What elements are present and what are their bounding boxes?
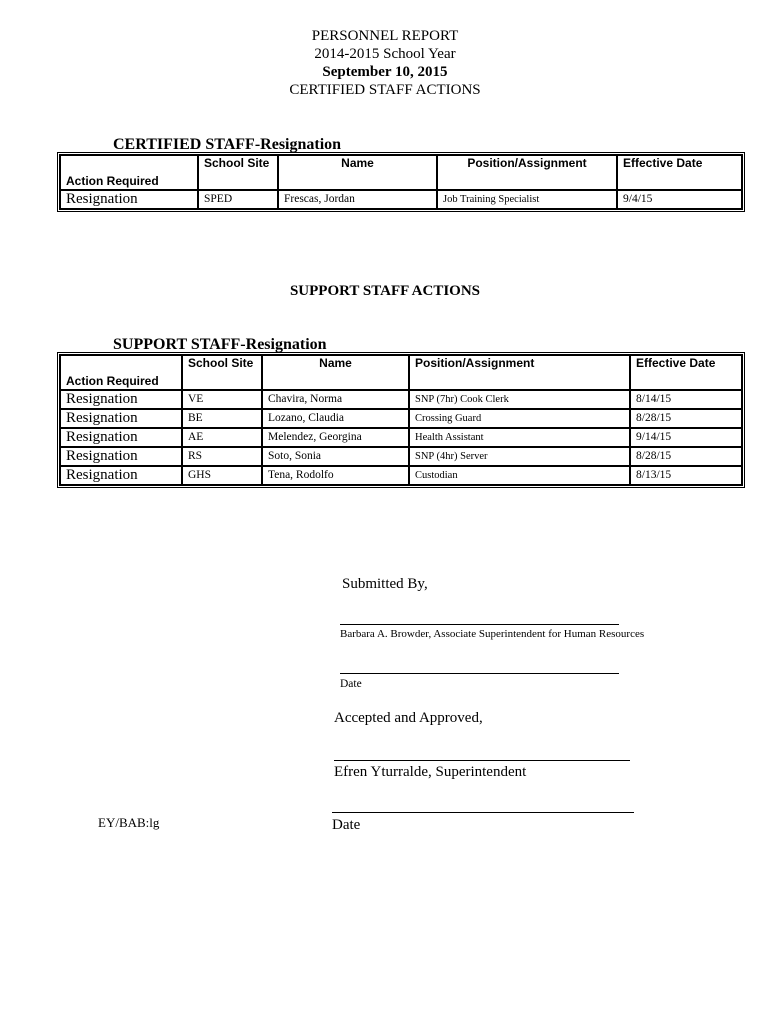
- certified-table: [57, 152, 745, 212]
- cell-action: Resignation: [60, 390, 182, 409]
- date-label-2: Date: [332, 817, 361, 833]
- cell-date: 9/14/15: [630, 428, 742, 447]
- cell-position: Custodian: [409, 466, 630, 485]
- cell-name: Lozano, Claudia: [262, 409, 409, 428]
- col-header-name: Name: [278, 155, 437, 190]
- col-header-position: Position/Assignment: [409, 355, 630, 390]
- table-header-row: [60, 355, 742, 390]
- cell-name: Melendez, Georgina: [262, 428, 409, 447]
- support-table: [57, 352, 745, 488]
- col-header-action: Action Required: [60, 355, 182, 390]
- cell-action: Resignation: [60, 190, 198, 209]
- cell-date: 8/13/15: [630, 466, 742, 485]
- table-row: [60, 447, 742, 466]
- cell-date: 9/4/15: [617, 190, 742, 209]
- submitted-by-label: Submitted By,: [342, 576, 428, 592]
- cell-date: 8/14/15: [630, 390, 742, 409]
- cell-action: Resignation: [60, 466, 182, 485]
- report-date: September 10, 2015: [322, 64, 448, 80]
- cell-date: 8/28/15: [630, 409, 742, 428]
- table-row: [60, 466, 742, 485]
- cell-site: SPED: [198, 190, 278, 209]
- signature-line-superintendent: [334, 760, 630, 761]
- table-header-row: [60, 155, 742, 190]
- support-heading: SUPPORT STAFF ACTIONS: [289, 283, 481, 299]
- cell-position: Crossing Guard: [409, 409, 630, 428]
- table-row: [60, 428, 742, 447]
- col-header-name: Name: [262, 355, 409, 390]
- cell-site: BE: [182, 409, 262, 428]
- accepted-label: Accepted and Approved,: [334, 710, 483, 726]
- col-header-action: Action Required: [60, 155, 198, 190]
- cell-position: SNP (7hr) Cook Clerk: [409, 390, 630, 409]
- cell-position: Job Training Specialist: [437, 190, 617, 209]
- cell-site: VE: [182, 390, 262, 409]
- report-title: PERSONNEL REPORT: [311, 28, 459, 44]
- cell-site: AE: [182, 428, 262, 447]
- cell-name: Frescas, Jordan: [278, 190, 437, 209]
- cell-action: Resignation: [60, 409, 182, 428]
- col-header-site: School Site: [182, 355, 262, 390]
- superintendent-name: Efren Yturralde, Superintendent: [334, 764, 527, 780]
- cell-name: Tena, Rodolfo: [262, 466, 409, 485]
- cell-action: Resignation: [60, 428, 182, 447]
- col-header-position: Position/Assignment: [437, 155, 617, 190]
- table-row: [60, 190, 742, 209]
- cell-position: Health Assistant: [409, 428, 630, 447]
- date-line-1: [340, 673, 619, 674]
- school-year: 2014-2015 School Year: [314, 46, 456, 62]
- cell-date: 8/28/15: [630, 447, 742, 466]
- table-row: [60, 390, 742, 409]
- report-header: [0, 27, 770, 99]
- date-label-1: Date: [340, 678, 362, 690]
- cell-name: Soto, Sonia: [262, 447, 409, 466]
- signature-line-submitter: [340, 624, 619, 625]
- support-section-title: SUPPORT STAFF-Resignation: [113, 336, 327, 353]
- date-line-2: [332, 812, 634, 813]
- submitter-name: Barbara A. Browder, Associate Superintendent for Human Resources: [340, 628, 645, 640]
- col-header-effective-date: Effective Date: [630, 355, 742, 390]
- col-header-site: School Site: [198, 155, 278, 190]
- initials: EY/BAB:lg: [98, 815, 160, 830]
- cell-position: SNP (4hr) Server: [409, 447, 630, 466]
- cell-site: RS: [182, 447, 262, 466]
- col-header-effective-date: Effective Date: [617, 155, 742, 190]
- cell-site: GHS: [182, 466, 262, 485]
- cell-action: Resignation: [60, 447, 182, 466]
- table-row: [60, 409, 742, 428]
- cell-name: Chavira, Norma: [262, 390, 409, 409]
- report-subtitle: CERTIFIED STAFF ACTIONS: [289, 82, 481, 98]
- certified-section-title: CERTIFIED STAFF-Resignation: [113, 136, 342, 153]
